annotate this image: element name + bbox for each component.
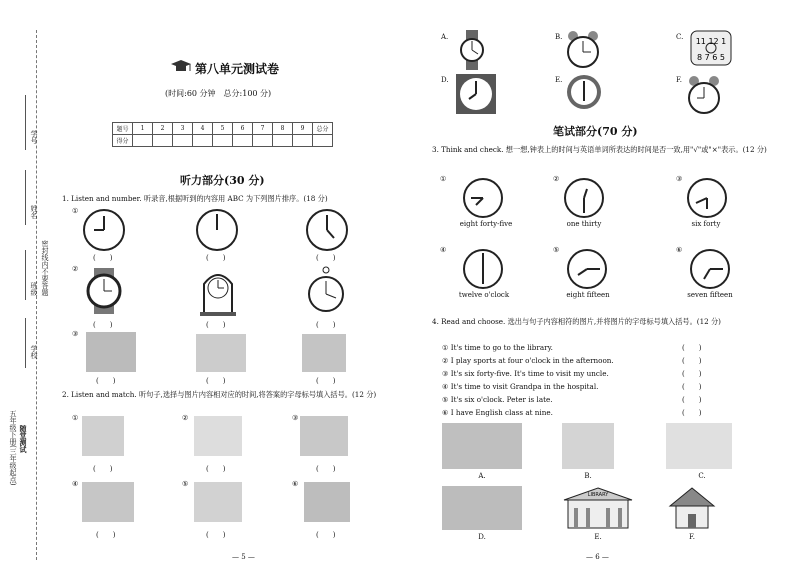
blank-line [25,250,26,300]
answer-blank[interactable]: ( ) [93,321,113,329]
table-cell: 5 [213,123,233,135]
picture-label: C. [698,472,706,480]
school-label: 学校 [30,345,38,359]
score-cell[interactable] [273,135,293,147]
answer-blank[interactable]: ( ) [316,321,336,329]
name-label: 姓名 [30,205,38,219]
answer-blank[interactable]: ( ) [682,370,702,378]
round-clock-picture [565,73,603,115]
item-label: ⑤ [182,480,189,488]
mantel-clock-picture [198,266,238,320]
q2-instruction: 2. Listen and match. 听句子,选择与图片内容相对应的时间,将答案的字母标号填入括号。(12 分) [62,390,377,399]
answer-blank[interactable]: ( ) [316,531,336,539]
picture-label: E. [594,533,602,541]
svg-text:8 7 6 5: 8 7 6 5 [697,53,725,62]
hospital-picture [442,423,522,469]
picture-label: D. [478,533,486,541]
family-picture [194,482,242,522]
house-picture [668,486,716,530]
option-label: A. [441,33,449,41]
clock-picture [82,208,126,256]
square-clock-picture [455,73,497,119]
clock-picture [462,248,504,294]
item-label: ④ [72,480,79,488]
exam-subtitle: (时间:60 分钟 总分:100 分) [165,89,272,98]
answer-blank[interactable]: ( ) [682,396,702,404]
scene-picture [302,334,346,372]
item-label: ② [182,414,189,422]
score-table [112,122,333,147]
page-number-right: — 6 — [586,553,609,561]
boy-playing-picture [82,416,124,456]
score-table-header-row [113,123,333,135]
blank-line [25,95,26,150]
blank-line [25,170,26,225]
answer-blank[interactable]: ( ) [206,377,226,385]
table-cell: 得分 [113,135,133,147]
time-caption: seven fifteen [687,291,733,299]
item-label: ⑥ [292,480,299,488]
time-caption: twelve o'clock [458,291,510,299]
digital-clock-picture [690,30,732,70]
answer-blank[interactable]: ( ) [682,357,702,365]
alarm-clock-picture [686,73,722,121]
sentence-item: ⑤ It's six o'clock. Peter is late. [442,395,553,404]
score-cell[interactable] [213,135,233,147]
clock-picture [195,208,239,256]
option-label: B. [555,33,563,41]
alarm-clock-picture [565,30,601,76]
table-cell: 总分 [313,123,333,135]
table-cell: 4 [193,123,213,135]
table-cell: 6 [233,123,253,135]
boy-in-bed-picture [194,416,242,456]
time-caption: eight fifteen [566,291,610,299]
time-caption: one thirty [566,220,602,228]
answer-blank[interactable]: ( ) [206,254,226,262]
page-number-left: — 5 — [232,553,255,561]
picture-label: F. [689,533,695,541]
score-cell[interactable] [293,135,313,147]
student-no-label: 学号 [30,130,38,144]
blank-line [25,318,26,368]
clock-picture [563,177,605,223]
item-label: ① [440,175,447,183]
row-label: ② [72,265,79,273]
item-label: ⑥ [676,246,683,254]
answer-blank[interactable]: ( ) [682,409,702,417]
picture-label: A. [478,472,486,480]
time-caption: eight forty-five [459,220,513,228]
svg-text:11 12 1: 11 12 1 [695,37,727,46]
answer-blank[interactable]: ( ) [316,465,336,473]
answer-blank[interactable]: ( ) [206,465,226,473]
item-label: ③ [676,175,683,183]
clock-picture [566,248,608,294]
answer-blank[interactable]: ( ) [682,344,702,352]
sports-picture [666,423,732,469]
item-label: ③ [292,414,299,422]
seal-warning: 密封线内不要答题 [41,240,49,296]
answer-blank[interactable]: ( ) [93,254,113,262]
clock-picture [305,208,349,256]
series-subtitle: 五年级下册(三年级起点) [9,410,17,486]
pocket-watch-picture [306,266,346,320]
scene-picture [196,334,246,372]
item-label: ② [553,175,560,183]
binding-sidebar [0,0,49,579]
watch-picture [84,268,124,318]
sentence-item: ④ It's time to visit Grandpa in the hospital. [442,382,599,391]
scene-picture [86,332,136,372]
table-cell: 7 [253,123,273,135]
item-label: ⑤ [553,246,560,254]
answer-blank[interactable]: ( ) [316,254,336,262]
q4-instruction: 4. Read and choose. 选出与句子内容相符的图片,并将图片的字母标号填入括号。(12 分) [432,317,721,326]
table-cell: 3 [173,123,193,135]
page-title: 第八单元测试卷 [195,62,280,76]
answer-blank[interactable]: ( ) [96,531,116,539]
answer-blank[interactable]: ( ) [93,465,113,473]
party-picture [304,482,350,522]
score-cell[interactable] [253,135,273,147]
answer-blank[interactable]: ( ) [682,383,702,391]
clock-picture [689,248,731,294]
written-section-title: 笔试部分(70 分) [553,125,638,138]
listening-section-title: 听力部分(30 分) [180,174,265,187]
series-title: 随堂测试 [19,425,28,453]
table-cell: 1 [133,123,153,135]
option-label: F. [676,76,682,84]
score-cell[interactable] [133,135,153,147]
table-cell: 题号 [113,123,133,135]
row-label: ① [72,207,79,215]
table-cell: 8 [273,123,293,135]
score-cell[interactable] [233,135,253,147]
answer-blank[interactable]: ( ) [206,531,226,539]
option-label: C. [676,33,684,41]
q1-instruction: 1. Listen and number. 听录音,根据听到的内容用 ABC 为下列图片排序。(18 分) [62,194,328,203]
answer-blank[interactable]: ( ) [316,377,336,385]
clock-picture [462,177,504,223]
option-label: D. [441,76,449,84]
school-picture [300,416,348,456]
sentence-item: ① It's time to go to the library. [442,343,553,352]
sentence-item: ② I play sports at four o'clock in the afternoon. [442,356,614,365]
q3-instruction: 3. Think and check. 想一想,钟表上的时间与英语单词所表达的时间是否一致,用"√"或"×"表示。(12 分) [432,145,767,154]
option-label: E. [555,76,563,84]
time-caption: six forty [691,220,721,228]
answer-blank[interactable]: ( ) [206,321,226,329]
class-label: 班级 [30,282,38,296]
library-picture [562,486,634,530]
score-cell[interactable] [313,135,333,147]
score-cell[interactable] [193,135,213,147]
picture-label: B. [584,472,592,480]
score-cell[interactable] [153,135,173,147]
score-cell[interactable] [173,135,193,147]
boy-late-picture [562,423,614,469]
shopping-picture [82,482,134,522]
item-label: ④ [440,246,447,254]
graduation-cap-icon [170,58,192,77]
library-sign: LIBRARY [587,492,609,498]
sentence-item: ⑥ I have English class at nine. [442,408,553,417]
table-cell: 2 [153,123,173,135]
sentence-item: ③ It's six forty-five. It's time to visit my uncle. [442,369,609,378]
table-cell: 9 [293,123,313,135]
wristwatch-picture [456,30,488,74]
row-label: ③ [72,330,79,338]
classroom-picture [442,486,522,530]
answer-blank[interactable]: ( ) [96,377,116,385]
item-label: ① [72,414,79,422]
clock-picture [686,177,728,223]
score-table-score-row [113,135,333,147]
